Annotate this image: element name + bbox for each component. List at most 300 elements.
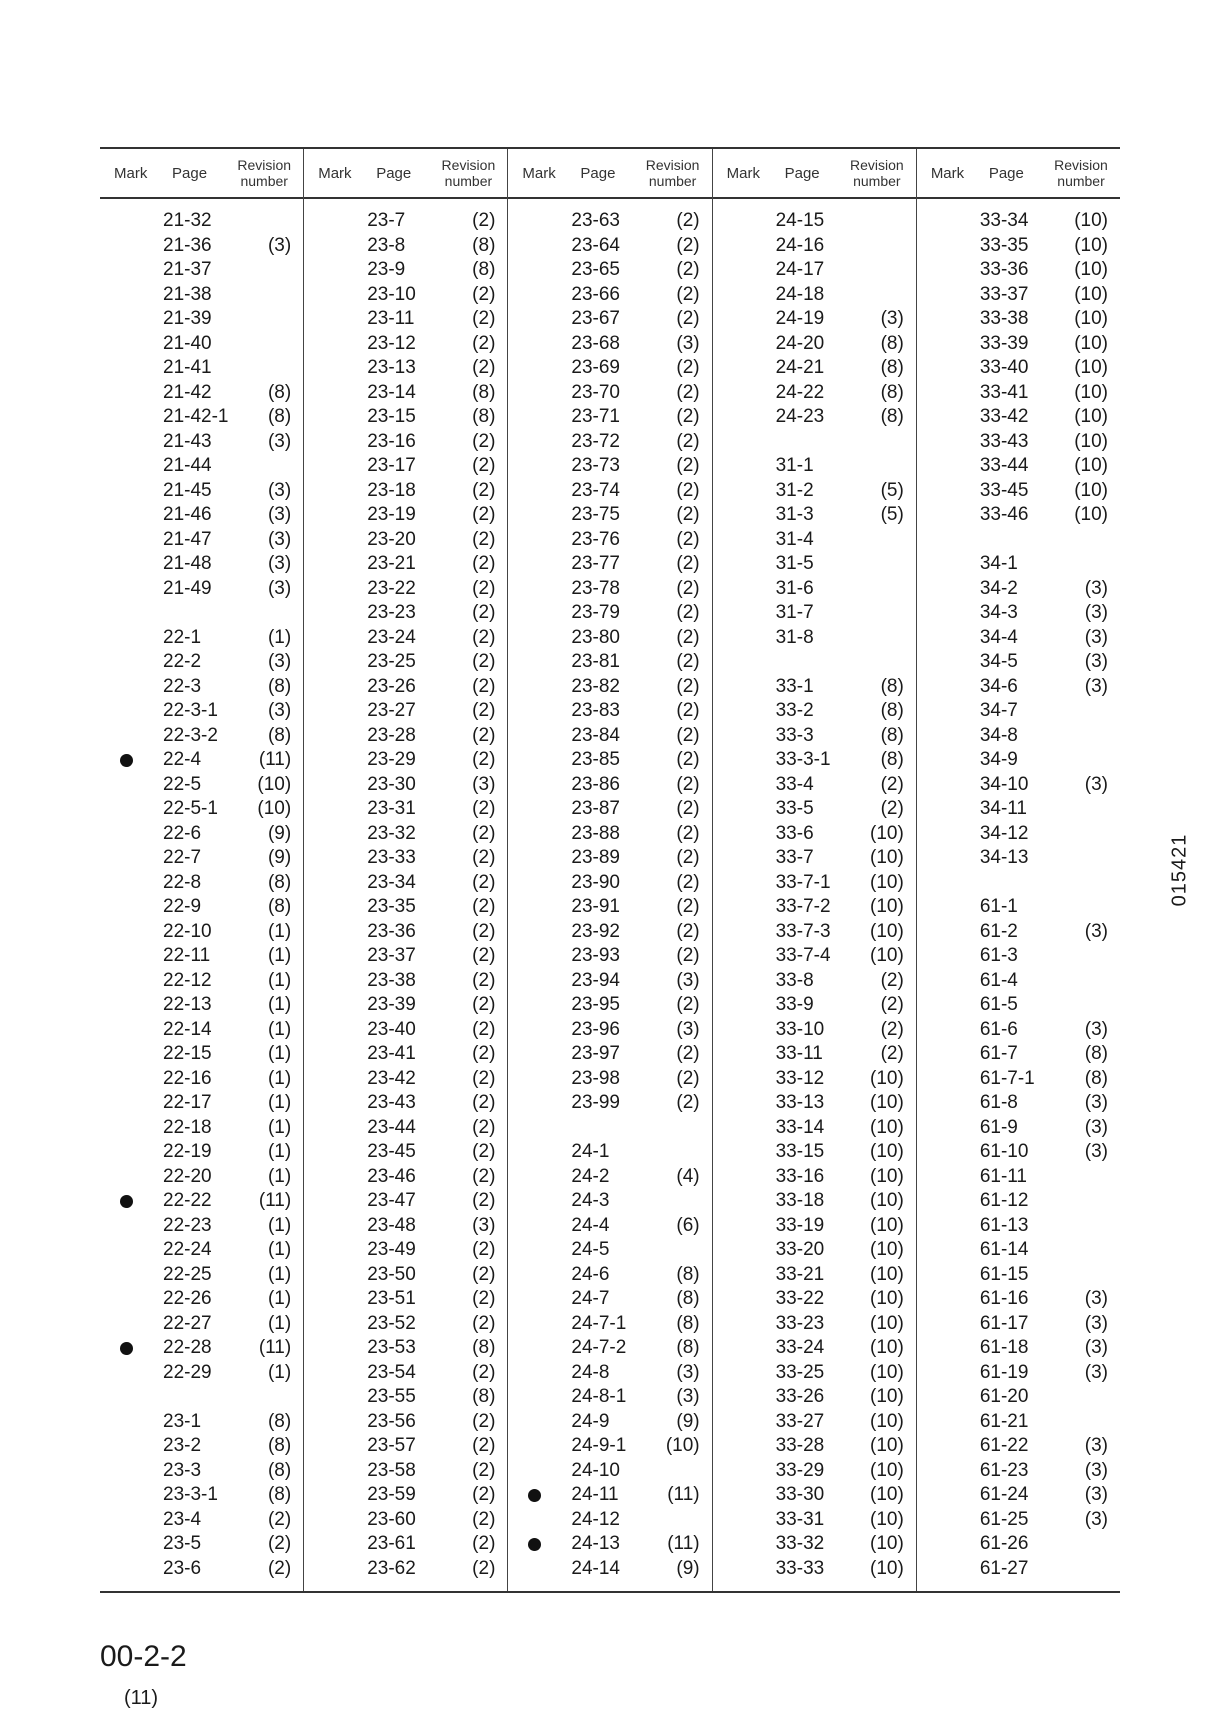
table-row (917, 1312, 1120, 1337)
table-row (917, 797, 1120, 822)
revision-cell: (2) (880, 994, 904, 1015)
table-row (713, 1557, 916, 1582)
revision-cell: (8) (880, 675, 904, 697)
table-row (917, 699, 1120, 724)
table-row (100, 1140, 303, 1165)
revision-cell: (3) (1084, 1141, 1109, 1162)
table-row (508, 1483, 711, 1508)
revision-cell: (8) (267, 1410, 292, 1432)
page-cell: 23-24 (367, 626, 416, 648)
revision-cell: (2) (472, 602, 496, 623)
page-cell: 22-6 (163, 822, 202, 844)
revision-cell: (2) (676, 1092, 700, 1113)
table-row (100, 822, 303, 847)
page-cell: 33-2 (775, 700, 814, 721)
revision-cell: (2) (676, 479, 700, 501)
revision-cell: (8) (1084, 1067, 1109, 1089)
page-cell: 33-7-3 (775, 920, 831, 942)
table-row (713, 332, 916, 357)
header-page: Page (784, 165, 820, 182)
revision-cell: (2) (472, 577, 496, 599)
page-cell: 22-23 (163, 1214, 212, 1236)
table-row (713, 1434, 916, 1459)
page-cell: 23-76 (571, 528, 621, 550)
table-row (917, 1238, 1120, 1263)
page-cell: 24-4 (571, 1214, 610, 1236)
table-row (100, 895, 303, 920)
revision-cell: (8) (472, 1386, 496, 1407)
page-cell: 33-7-2 (775, 896, 831, 917)
table-row (917, 234, 1120, 259)
page-cell: 33-6 (775, 822, 814, 844)
table-row (100, 1018, 303, 1043)
page-cell: 22-27 (163, 1312, 212, 1334)
table-row (508, 773, 711, 798)
page-cell: 23-62 (367, 1557, 416, 1579)
revision-cell: (2) (472, 1263, 496, 1285)
page-cell: 22-13 (163, 994, 212, 1015)
revision-cell: (3) (1084, 1361, 1109, 1383)
table-row (917, 552, 1120, 577)
page-cell: 23-4 (163, 1508, 202, 1530)
page-cell: 24-8 (571, 1361, 610, 1383)
revision-cell: (3) (1084, 1018, 1109, 1040)
page-cell: 23-16 (367, 430, 416, 452)
table-row (100, 724, 303, 749)
table-row (100, 650, 303, 675)
revision-cell: (2) (472, 945, 496, 966)
table-row (917, 1116, 1120, 1141)
header-mark: Mark (318, 165, 352, 182)
revision-cell: (1) (267, 626, 292, 648)
table-row (713, 1238, 916, 1263)
revision-cell: (2) (676, 308, 700, 329)
revision-cell: (8) (880, 724, 904, 746)
revision-cell: (2) (676, 626, 700, 648)
revision-cell: (1) (267, 1288, 292, 1309)
table-row (713, 822, 916, 847)
table-row (917, 258, 1120, 283)
revision-cell: (3) (1084, 1459, 1109, 1481)
page-cell: 23-7 (367, 210, 406, 231)
table-row (917, 1361, 1120, 1386)
table-row (304, 944, 507, 969)
table-row (508, 1557, 711, 1582)
page-cell: 23-51 (367, 1288, 416, 1309)
page-cell: 61-11 (979, 1165, 1027, 1187)
table-row (508, 920, 711, 945)
page-cell: 33-32 (775, 1533, 825, 1554)
table-row (713, 773, 916, 798)
table-row (508, 846, 711, 871)
revision-cell: (3) (1084, 1508, 1109, 1530)
page-cell: 33-7 (775, 847, 814, 868)
table-row (713, 528, 916, 553)
header-mark: Mark (114, 165, 148, 182)
table-row (508, 895, 711, 920)
table-row (713, 1165, 916, 1190)
table-row (100, 1067, 303, 1092)
page-cell: 23-13 (367, 357, 416, 378)
table-row (917, 675, 1120, 700)
table-row (304, 724, 507, 749)
page-cell: 23-93 (571, 945, 621, 966)
table-row (304, 920, 507, 945)
revision-cell: (2) (472, 1018, 496, 1040)
table-row (713, 1091, 916, 1116)
page-cell: 33-35 (979, 234, 1029, 256)
revision-cell: (6) (676, 1214, 700, 1236)
revision-cell: (9) (267, 822, 292, 844)
revision-cell: (1) (267, 945, 292, 966)
revision-mark-dot-icon (120, 1342, 133, 1355)
revision-cell: (11) (258, 749, 292, 770)
table-row (508, 1238, 711, 1263)
table-row (917, 773, 1120, 798)
page-cell: 22-26 (163, 1288, 212, 1309)
page-cell: 23-91 (571, 896, 621, 917)
page-cell: 23-65 (571, 259, 621, 280)
table-row (304, 871, 507, 896)
page-cell: 22-10 (163, 920, 212, 942)
revision-cell: (2) (676, 847, 700, 868)
page-cell: 21-41 (163, 357, 212, 378)
table-row (304, 626, 507, 651)
revision-cell: (10) (870, 1263, 904, 1285)
page-cell: 21-37 (163, 259, 212, 280)
page-cell: 31-2 (775, 479, 814, 501)
revision-cell: (2) (880, 969, 904, 991)
page-cell: 61-25 (979, 1508, 1029, 1530)
revision-cell: (10) (1074, 210, 1109, 231)
table-row (917, 430, 1120, 455)
page-cell: 24-18 (775, 283, 825, 305)
page-cell: 23-58 (367, 1459, 416, 1481)
page-cell: 61-14 (979, 1239, 1029, 1260)
table-row (100, 1508, 303, 1533)
revision-cell: (3) (1084, 626, 1109, 648)
revision-cell: (10) (1074, 357, 1109, 378)
revision-cell: (10) (1074, 234, 1109, 256)
table-row (304, 258, 507, 283)
page-cell: 23-35 (367, 896, 416, 917)
page-cell: 23-37 (367, 945, 416, 966)
page-cell: 23-72 (571, 430, 621, 452)
revision-cell: (10) (870, 1337, 904, 1358)
table-row (100, 699, 303, 724)
table-row (304, 1532, 507, 1557)
page-cell: 23-48 (367, 1214, 416, 1236)
page-cell: 61-17 (979, 1312, 1029, 1334)
table-row (304, 454, 507, 479)
revision-cell: (3) (676, 969, 700, 991)
table-column (917, 149, 1120, 1591)
page-cell: 22-3 (163, 675, 202, 697)
revision-cell: (8) (676, 1288, 700, 1309)
table-row (508, 283, 711, 308)
table-row (304, 1067, 507, 1092)
page-cell: 23-15 (367, 406, 416, 427)
header-page: Page (988, 165, 1024, 182)
table-row (304, 356, 507, 381)
table-row (100, 675, 303, 700)
page-cell: 23-70 (571, 381, 621, 403)
page-cell: 23-63 (571, 210, 621, 231)
revision-cell: (2) (472, 1190, 496, 1211)
table-row (508, 1459, 711, 1484)
revision-cell: (2) (676, 528, 700, 550)
table-row (713, 748, 916, 773)
page-cell: 22-11 (163, 945, 211, 966)
revision-cell: (3) (267, 234, 292, 256)
table-row (304, 577, 507, 602)
page-cell: 23-19 (367, 504, 416, 525)
revision-cell: (3) (267, 430, 292, 452)
table-row (917, 1385, 1120, 1410)
column-header (304, 149, 507, 199)
revision-cell: (2) (676, 234, 700, 256)
page-cell: 31-8 (775, 626, 814, 648)
revision-cell: (2) (676, 381, 700, 403)
revision-cell: (2) (472, 357, 496, 378)
revision-cell: (3) (267, 577, 292, 599)
table-row (713, 1189, 916, 1214)
column-header (100, 149, 303, 199)
column-header (508, 149, 711, 199)
table-row (304, 1336, 507, 1361)
table-row (917, 528, 1120, 553)
page-cell: 23-88 (571, 822, 621, 844)
page-cell: 33-23 (775, 1312, 825, 1334)
table-row (508, 528, 711, 553)
revision-cell: (2) (676, 896, 700, 917)
page-cell: 33-18 (775, 1190, 825, 1211)
table-row (508, 699, 711, 724)
table-row (917, 993, 1120, 1018)
table-row (100, 1459, 303, 1484)
revision-cell: (2) (676, 602, 700, 623)
revision-cell: (3) (1084, 1337, 1109, 1358)
table-row (917, 1483, 1120, 1508)
revision-cell: (2) (472, 822, 496, 844)
page-cell: 33-31 (775, 1508, 825, 1530)
page-cell: 33-24 (775, 1337, 825, 1358)
table-row (508, 675, 711, 700)
table-row (100, 1532, 303, 1557)
revision-cell: (2) (472, 1239, 496, 1260)
revision-cell: (2) (676, 994, 700, 1015)
table-column (508, 149, 712, 1591)
page-cell: 22-4 (163, 749, 202, 770)
page-cell: 33-39 (979, 332, 1029, 354)
table-row (917, 283, 1120, 308)
page-cell: 23-60 (367, 1508, 416, 1530)
table-row (304, 969, 507, 994)
table-row (917, 479, 1120, 504)
table-row (508, 381, 711, 406)
table-row (917, 1214, 1120, 1239)
table-row (713, 1214, 916, 1239)
page-cell: 61-3 (979, 945, 1018, 966)
revision-cell: (11) (667, 1533, 700, 1554)
revision-cell: (2) (880, 1018, 904, 1040)
page-cell: 22-3-2 (163, 724, 218, 746)
revision-cell: (1) (267, 1067, 292, 1089)
revision-cell: (3) (267, 504, 292, 525)
table-row (304, 1116, 507, 1141)
page-cell: 24-5 (571, 1239, 610, 1260)
page-cell: 31-3 (775, 504, 814, 525)
table-row (304, 552, 507, 577)
table-row (508, 871, 711, 896)
page-cell: 21-45 (163, 479, 212, 501)
page-cell: 23-59 (367, 1484, 416, 1505)
page-cell: 34-1 (979, 553, 1018, 574)
table-row (304, 307, 507, 332)
revision-cell: (2) (472, 1508, 496, 1530)
revision-cell: (8) (267, 381, 292, 403)
page-cell: 23-26 (367, 675, 416, 697)
table-row (100, 1165, 303, 1190)
page-cell: 23-25 (367, 651, 416, 672)
page-cell: 61-27 (979, 1557, 1029, 1579)
table-row (713, 969, 916, 994)
page-cell: 34-8 (979, 724, 1018, 746)
revision-cell: (10) (1074, 283, 1109, 305)
page-cell: 61-10 (979, 1141, 1029, 1162)
page-cell: 23-82 (571, 675, 621, 697)
table-row (508, 601, 711, 626)
page-cell: 24-6 (571, 1263, 610, 1285)
revision-cell: (2) (267, 1557, 292, 1579)
table-row (917, 1410, 1120, 1435)
table-row (713, 895, 916, 920)
table-row (917, 969, 1120, 994)
page-cell: 22-1 (163, 626, 202, 648)
table-row (508, 1336, 711, 1361)
page-cell: 33-5 (775, 798, 814, 819)
revision-cell: (2) (472, 994, 496, 1015)
revision-cell: (2) (472, 1116, 496, 1138)
revision-cell: (2) (676, 357, 700, 378)
page-cell: 33-44 (979, 455, 1029, 476)
revision-cell: (1) (267, 1092, 292, 1113)
page-cell: 23-73 (571, 455, 621, 476)
revision-cell: (10) (870, 896, 904, 917)
revision-cell: (2) (472, 210, 496, 231)
page-cell: 23-12 (367, 332, 416, 354)
revision-cell: (8) (880, 406, 904, 427)
revision-cell: (10) (1074, 479, 1109, 501)
table-row (304, 699, 507, 724)
table-row (917, 1287, 1120, 1312)
revision-cell: (10) (870, 1214, 904, 1236)
page-cell: 23-6 (163, 1557, 202, 1579)
page-cell: 61-1 (979, 896, 1018, 917)
revision-cell: (10) (1074, 308, 1109, 329)
side-code: 015421 (1168, 833, 1191, 907)
table-row (917, 1018, 1120, 1043)
table-row (713, 993, 916, 1018)
page-cell: 23-2 (163, 1435, 202, 1456)
page-cell: 23-77 (571, 553, 621, 574)
revision-cell: (1) (267, 1361, 292, 1383)
table-row (508, 503, 711, 528)
revision-cell: (11) (258, 1337, 292, 1358)
page-cell: 23-41 (367, 1043, 416, 1064)
page-cell: 34-3 (979, 602, 1018, 623)
revision-cell: (2) (676, 651, 700, 672)
table-row (713, 209, 916, 234)
revision-cell: (3) (1084, 1288, 1109, 1309)
revision-cell: (10) (1074, 332, 1109, 354)
table-row (917, 748, 1120, 773)
page-cell: 33-45 (979, 479, 1029, 501)
page-cell: 24-22 (775, 381, 825, 403)
table-row (508, 822, 711, 847)
page-cell: 33-25 (775, 1361, 825, 1383)
page-cell: 23-86 (571, 773, 621, 795)
table-row (713, 1042, 916, 1067)
table-row (508, 748, 711, 773)
page-cell: 23-46 (367, 1165, 416, 1187)
page-cell: 61-5 (979, 994, 1018, 1015)
page-cell: 33-13 (775, 1092, 825, 1113)
column-header (713, 149, 916, 199)
table-row (508, 1189, 711, 1214)
revision-cell: (2) (472, 1435, 496, 1456)
revision-cell: (1) (267, 969, 292, 991)
table-row (304, 283, 507, 308)
table-row (304, 1263, 507, 1288)
revision-cell: (2) (676, 945, 700, 966)
header-mark: Mark (726, 165, 760, 182)
revision-cell: (2) (472, 724, 496, 746)
page-cell: 23-87 (571, 798, 621, 819)
table-row (508, 1214, 711, 1239)
revision-cell: (8) (1084, 1043, 1109, 1064)
column-header (917, 149, 1120, 199)
table-row (713, 430, 916, 455)
revision-cell: (2) (676, 920, 700, 942)
table-row (713, 479, 916, 504)
revision-cell: (10) (870, 1092, 904, 1113)
table-row (917, 577, 1120, 602)
table-row (304, 479, 507, 504)
revision-cell: (8) (472, 259, 496, 280)
header-page: Page (376, 165, 412, 182)
revision-cell: (8) (267, 896, 292, 917)
revision-cell: (8) (472, 381, 496, 403)
page-cell: 61-8 (979, 1092, 1018, 1113)
page-cell: 33-8 (775, 969, 814, 991)
page-cell: 23-66 (571, 283, 621, 305)
table-row (713, 871, 916, 896)
table-row (304, 797, 507, 822)
revision-cell: (3) (1084, 920, 1109, 942)
revision-cell: (8) (267, 724, 292, 746)
page-cell: 23-89 (571, 847, 621, 868)
table-row (304, 430, 507, 455)
revision-cell: (2) (267, 1533, 292, 1554)
revision-cell: (2) (472, 308, 496, 329)
revision-cell: (2) (676, 1067, 700, 1089)
page-cell: 23-69 (571, 357, 621, 378)
page-cell: 24-23 (775, 406, 825, 427)
table-row (100, 1042, 303, 1067)
table-row (917, 650, 1120, 675)
revision-cell: (2) (472, 1067, 496, 1089)
